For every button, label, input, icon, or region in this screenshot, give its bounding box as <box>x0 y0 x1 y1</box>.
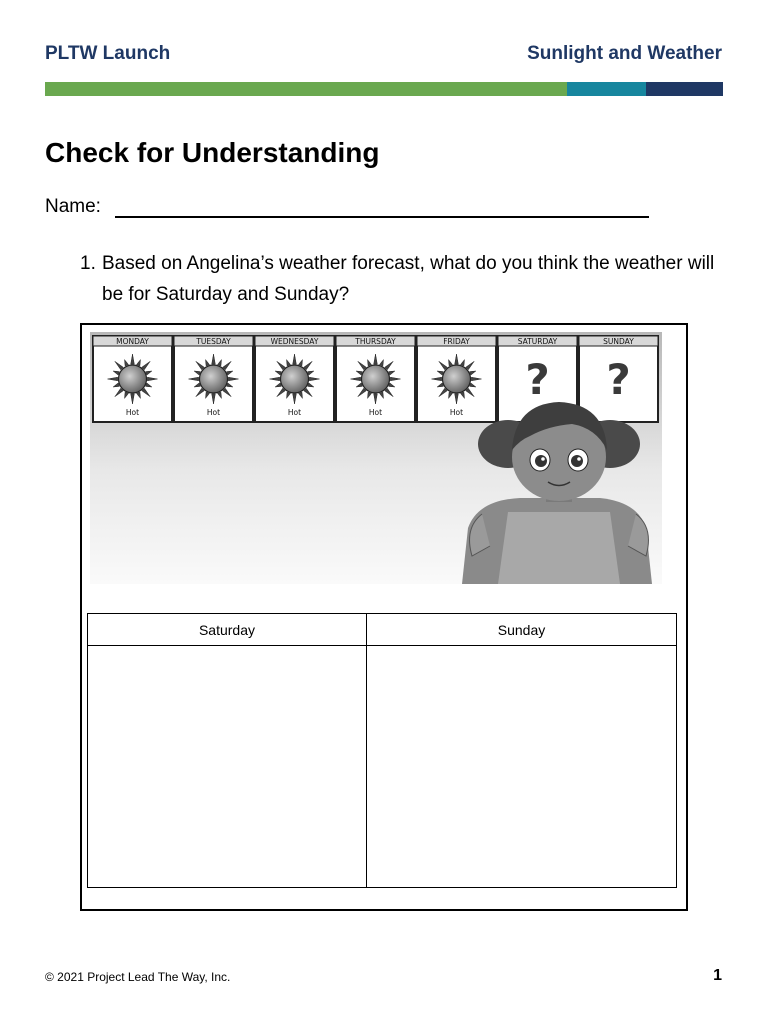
header-course-name: PLTW Launch <box>45 43 171 64</box>
forecast-day-label: SATURDAY <box>517 337 558 346</box>
question-text: Based on Angelina’s weather forecast, what do you think the weather will be for Saturday and Sunday? <box>102 253 715 305</box>
forecast-condition-label: Hot <box>368 408 383 417</box>
page-title: Check for Understanding <box>45 137 380 168</box>
question-number: 1. <box>80 253 96 274</box>
forecast-card-wednesday <box>255 336 334 422</box>
header-unit-name: Sunlight and Weather <box>527 43 722 64</box>
forecast-day-label: TUESDAY <box>196 337 231 346</box>
forecast-card-tuesday <box>174 336 253 422</box>
forecast-day-label: THURSDAY <box>355 337 396 346</box>
saturday-answer-cell[interactable] <box>88 646 367 888</box>
answer-table <box>87 613 677 888</box>
forecast-condition-label: Hot <box>449 408 464 417</box>
forecast-card-monday <box>93 336 172 422</box>
forecast-card-sunday <box>579 336 658 422</box>
color-bar-green <box>45 82 567 96</box>
question-mark-icon: ? <box>525 355 550 404</box>
forecast-day-label: WEDNESDAY <box>270 337 319 346</box>
color-bar-navy <box>646 82 723 96</box>
sunday-answer-cell[interactable] <box>367 646 677 888</box>
forecast-illustration <box>90 332 662 584</box>
forecast-day-label: FRIDAY <box>443 337 470 346</box>
sun-icon <box>189 354 239 404</box>
page-number: 1 <box>713 967 722 984</box>
name-label: Name: <box>45 196 101 217</box>
name-field[interactable] <box>115 196 649 218</box>
sun-icon <box>351 354 401 404</box>
forecast-day-label: MONDAY <box>116 337 149 346</box>
saturday-column-header: Saturday <box>88 614 367 646</box>
forecast-card-friday <box>417 336 496 422</box>
sun-icon <box>108 354 158 404</box>
header-color-bar <box>45 82 723 96</box>
name-row <box>45 196 649 218</box>
question-mark-icon: ? <box>606 355 631 404</box>
forecast-condition-label: Hot <box>287 408 302 417</box>
sun-icon <box>432 354 482 404</box>
forecast-condition-label: Hot <box>206 408 221 417</box>
sun-icon <box>270 354 320 404</box>
question-1 <box>80 248 730 310</box>
sunday-column-header: Sunday <box>367 614 677 646</box>
forecast-day-label: SUNDAY <box>603 337 634 346</box>
forecast-card-thursday <box>336 336 415 422</box>
forecast-condition-label: Hot <box>125 408 140 417</box>
color-bar-teal <box>567 82 646 96</box>
copyright: © 2021 Project Lead The Way, Inc. <box>45 970 231 984</box>
